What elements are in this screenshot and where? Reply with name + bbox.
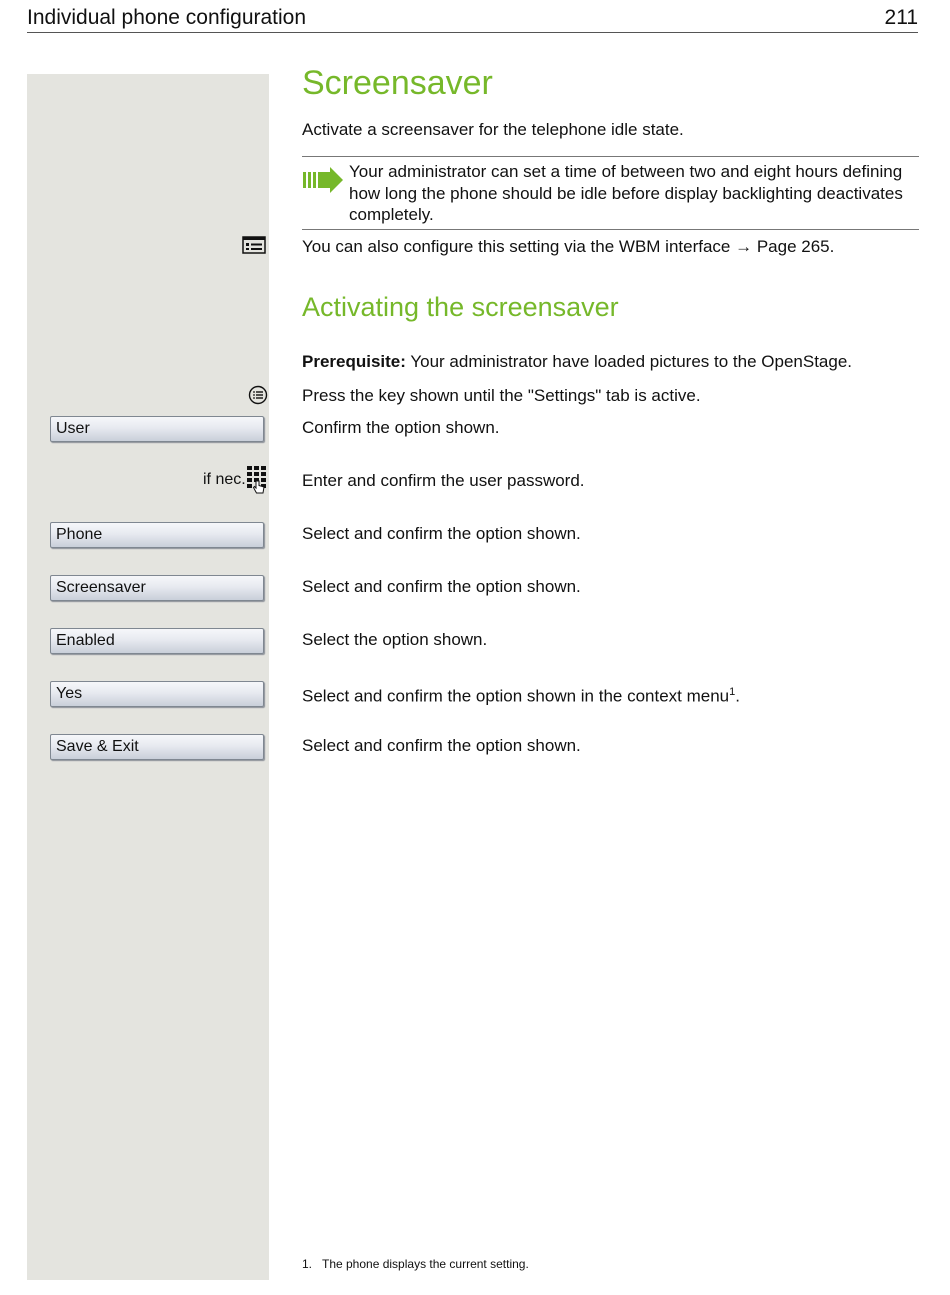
prerequisite-text: Your administrator have loaded pictures to the OpenStage.	[405, 352, 853, 371]
step-phone: Select and confirm the option shown.	[302, 524, 581, 543]
note-box	[302, 156, 919, 230]
wbm-menu-icon	[242, 236, 266, 254]
wbm-text: You can also configure this setting via the WBM interface → Page 265.	[302, 237, 835, 256]
footnote	[302, 1257, 529, 1271]
prerequisite-label: Prerequisite:	[302, 352, 406, 371]
step-yes-text: Select and confirm the option shown in the context menu	[302, 686, 730, 706]
step-yes-end: .	[735, 686, 741, 706]
section-intro: Activate a screensaver for the telephone idle state.	[302, 120, 684, 139]
step-user: Confirm the option shown.	[302, 418, 500, 437]
phone-button[interactable]: Phone	[50, 522, 264, 548]
sidebar	[27, 74, 269, 1280]
save-exit-button[interactable]: Save & Exit	[50, 734, 264, 760]
footnote-number: 1.	[302, 1257, 313, 1271]
step-settings-key: Press the key shown until the "Settings" tab is active.	[302, 386, 701, 405]
footnote-text: The phone displays the current setting.	[322, 1257, 529, 1271]
page-number: 211	[884, 6, 918, 29]
step-password: Enter and confirm the user password.	[302, 471, 585, 490]
page-header	[27, 4, 918, 33]
step-screensaver: Select and confirm the option shown.	[302, 577, 581, 596]
if-nec-label: if nec.	[203, 471, 246, 488]
user-button[interactable]: User	[50, 416, 264, 442]
footnote-ref: 1	[729, 686, 736, 698]
yes-button[interactable]: Yes	[50, 681, 264, 707]
subsection-title: Activating the screensaver	[302, 292, 619, 322]
settings-key-icon[interactable]	[248, 385, 268, 405]
note-arrow-icon	[302, 167, 344, 193]
header-title: Individual phone configuration	[27, 6, 307, 29]
note-text: Your administrator can set a time of between two and eight hours defining how long the phone should be idle before display backlighting deactivates completely.	[349, 162, 903, 224]
step-yes	[302, 682, 740, 707]
step-enabled: Select the option shown.	[302, 630, 488, 649]
step-save: Select and confirm the option shown.	[302, 736, 581, 755]
prerequisite	[302, 351, 852, 372]
enabled-button[interactable]: Enabled	[50, 628, 264, 654]
keypad-icon[interactable]	[247, 466, 267, 494]
section-title: Screensaver	[302, 64, 493, 102]
screensaver-button[interactable]: Screensaver	[50, 575, 264, 601]
